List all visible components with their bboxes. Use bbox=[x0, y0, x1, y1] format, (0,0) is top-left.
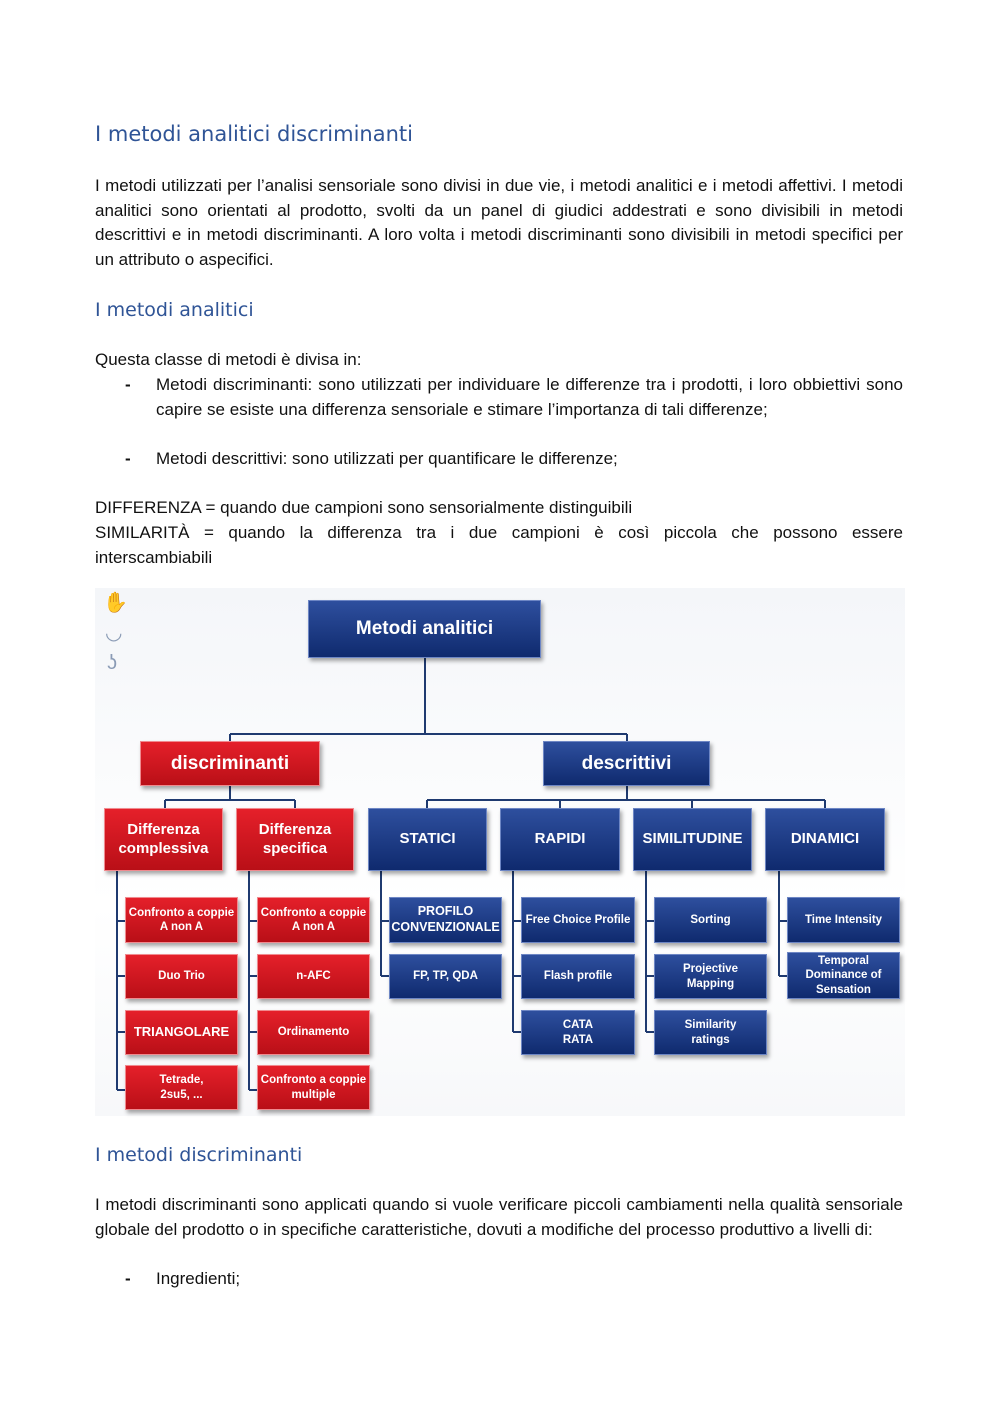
node-descrittivi: descrittivi bbox=[543, 741, 710, 786]
leaf-free-choice-profile: Free Choice Profile bbox=[521, 897, 635, 943]
node-label-line: Differenza bbox=[127, 820, 200, 838]
node-label-line: complessiva bbox=[118, 839, 209, 857]
leaf-projective-mapping: Projective Mapping bbox=[654, 954, 767, 999]
leaf-n-afc: n-AFC bbox=[257, 954, 370, 999]
leaf-confronto-coppie-complessiva: Confronto a coppie A non A bbox=[125, 897, 238, 943]
definition-differenza: DIFFERENZA = quando due campioni sono sensorialmente distinguibili bbox=[95, 498, 633, 517]
list-item-text: Metodi discriminanti: sono utilizzati per individuare le differenze tra i prodotti, i loro obbiettivi sono capire se esiste una differenza sensoriale e stimare l’importanza di tali differenze; bbox=[156, 375, 903, 419]
node-differenza-complessiva bbox=[104, 808, 223, 871]
leaf-similarity-ratings: Similarity ratings bbox=[654, 1010, 767, 1055]
leaf-duo-trio: Duo Trio bbox=[125, 954, 238, 999]
node-similitudine: SIMILITUDINE bbox=[633, 808, 752, 871]
definition-similarita-cont: interscambiabili bbox=[95, 548, 213, 567]
definition-similarita: SIMILARITÀ = quando la differenza tra i due campioni è così piccola che possono essere bbox=[95, 523, 903, 542]
list-item bbox=[95, 1267, 903, 1292]
hand-icon: ✋ bbox=[103, 592, 128, 614]
section-title-metodi-analitici-discriminanti: I metodi analitici discriminanti bbox=[95, 122, 413, 146]
leaf-profilo-convenzionale: PROFILO CONVENZIONALE bbox=[389, 897, 502, 943]
leaf-ordinamento: Ordinamento bbox=[257, 1010, 370, 1055]
mouth-icon: ◡ bbox=[105, 622, 123, 644]
bullet-dash: - bbox=[125, 375, 131, 394]
leaf-cata-rata: CATA RATA bbox=[521, 1010, 635, 1055]
leaf-confronto-coppie-multiple: Confronto a coppie multiple bbox=[257, 1065, 370, 1110]
leaf-tetrade: Tetrade, 2su5, ... bbox=[125, 1065, 238, 1110]
node-label-line: Differenza bbox=[258, 820, 332, 838]
class-intro-text: Questa classe di metodi è divisa in: bbox=[95, 350, 362, 369]
leaf-confronto-coppie-specifica: Confronto a coppie A non A bbox=[257, 897, 370, 943]
list-item-text: Metodi descrittivi: sono utilizzati per quantificare le differenze; bbox=[156, 449, 618, 468]
nose-icon: ʖ bbox=[107, 652, 117, 674]
leaf-sorting: Sorting bbox=[654, 897, 767, 943]
leaf-time-intensity: Time Intensity bbox=[787, 897, 900, 943]
bullet-dash: - bbox=[125, 1269, 131, 1288]
section-title-metodi-analitici: I metodi analitici bbox=[95, 299, 254, 321]
analytical-methods-diagram bbox=[95, 588, 905, 1116]
bullet-dash: - bbox=[125, 449, 131, 468]
node-discriminanti: discriminanti bbox=[140, 741, 320, 786]
discriminanti-paragraph: I metodi discriminanti sono applicati quando si vuole verificare piccoli cambiamenti nella qualità sensoriale globale del prodotto o in specifiche caratteristiche, dovuti a modifiche del processo produttivo a livelli di: bbox=[95, 1195, 903, 1239]
leaf-temporal-dominance: Temporal Dominance of Sensation bbox=[787, 952, 900, 999]
node-differenza-specifica bbox=[236, 808, 354, 871]
node-dinamici: DINAMICI bbox=[765, 808, 885, 871]
list-item bbox=[95, 373, 903, 422]
leaf-triangolare: TRIANGOLARE bbox=[125, 1010, 238, 1055]
leaf-flash-profile: Flash profile bbox=[521, 954, 635, 999]
node-rapidi: RAPIDI bbox=[500, 808, 620, 871]
list-item-text: Ingredienti; bbox=[156, 1269, 241, 1288]
intro-paragraph: I metodi utilizzati per l’analisi sensoriale sono divisi in due vie, i metodi analitici e i metodi affettivi. I metodi analitici sono orientati al prodotto, svolti da un panel di giudici addestrati e sono divisibili in metodi descrittivi e in metodi discriminanti. A loro volta i metodi discriminanti sono divisibili in metodi specifici per un attributo o aspecifici. bbox=[95, 176, 903, 269]
leaf-fp-tp-qda: FP, TP, QDA bbox=[389, 954, 502, 999]
node-metodi-analitici: Metodi analitici bbox=[308, 600, 541, 658]
node-statici: STATICI bbox=[368, 808, 487, 871]
node-label-line: specifica bbox=[262, 839, 328, 857]
list-item bbox=[95, 447, 903, 472]
section-title-metodi-discriminanti: I metodi discriminanti bbox=[95, 1144, 303, 1166]
